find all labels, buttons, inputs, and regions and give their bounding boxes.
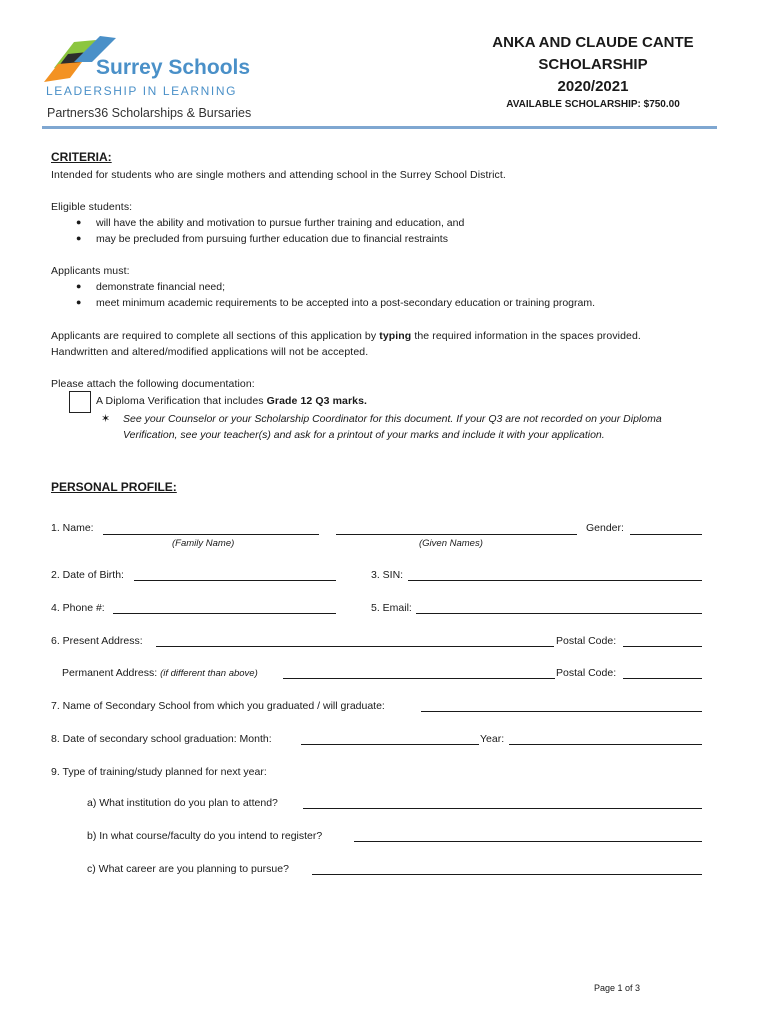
surrey-schools-logo [44, 36, 264, 102]
secondary-school-field[interactable] [421, 711, 702, 712]
attach-bold: Grade 12 Q3 marks. [266, 395, 368, 407]
institution-label: a) What institution do you plan to attend? [87, 797, 278, 809]
year-label: Year: [480, 733, 505, 745]
family-name-caption: (Family Name) [172, 538, 235, 549]
grad-month-field[interactable] [301, 744, 479, 745]
email-field[interactable] [416, 613, 702, 614]
gender-label: Gender: [586, 522, 624, 534]
typing-post: the required information in the spaces provided. [411, 330, 641, 342]
course-field[interactable] [354, 841, 702, 842]
title-line-1: ANKA AND CLAUDE CANTE [492, 34, 694, 51]
title-line-3: 2020/2021 [557, 78, 629, 95]
list-item [76, 217, 465, 229]
attach-pre: A Diploma Verification that includes [96, 395, 267, 407]
header-divider [42, 126, 717, 129]
list-item [76, 281, 225, 293]
family-name-field[interactable] [103, 534, 319, 535]
given-names-caption: (Given Names) [419, 538, 483, 549]
eligible-label: Eligible students: [51, 201, 133, 213]
criteria-intro: Intended for students who are single mothers and attending school in the Surrey School District. [51, 169, 506, 181]
partners-label: Partners36 Scholarships & Bursaries [47, 106, 252, 120]
typing-bold: typing [379, 330, 412, 342]
phone-field[interactable] [113, 613, 336, 614]
list-item [76, 233, 448, 245]
secondary-school-label: 7. Name of Secondary School from which you graduated / will graduate: [51, 700, 385, 712]
name-label: 1. Name: [51, 522, 94, 534]
grad-year-field[interactable] [509, 744, 702, 745]
bullet-icon: ● [76, 233, 82, 243]
postal-code-2-field[interactable] [623, 678, 702, 679]
dob-label: 2. Date of Birth: [51, 569, 124, 581]
postal-code-2-label: Postal Code: [556, 667, 617, 679]
bullet-icon: ● [76, 217, 82, 227]
sin-label: 3. SIN: [371, 569, 404, 581]
present-address-label: 6. Present Address: [51, 635, 143, 647]
postal-code-field[interactable] [623, 646, 702, 647]
scholarship-title [470, 32, 716, 98]
star-bullet-icon: ✶ [101, 413, 111, 425]
logo-wordmark: Surrey Schools [96, 56, 251, 79]
career-label: c) What career are you planning to pursue? [87, 863, 289, 875]
email-label: 5. Email: [371, 602, 412, 614]
counselor-note-line-2: Verification, see your teacher(s) and ask for a printout of your marks and include it with your application. [123, 429, 605, 441]
logo-tagline: LEADERSHIP IN LEARNING [46, 84, 238, 98]
gender-field[interactable] [630, 534, 702, 535]
grad-date-label: 8. Date of secondary school graduation: Month: [51, 733, 272, 745]
permanent-address-label [62, 667, 258, 679]
course-label: b) In what course/faculty do you intend to register? [87, 830, 323, 842]
handwritten-note: Handwritten and altered/modified applications will not be accepted. [51, 346, 369, 358]
diploma-verification-checkbox[interactable] [69, 391, 91, 413]
title-line-2: SCHOLARSHIP [538, 56, 648, 73]
criteria-heading: CRITERIA: [51, 150, 112, 164]
counselor-note-line-1: See your Counselor or your Scholarship Coordinator for this document. If your Q3 are not recorded on your Diploma [123, 413, 662, 425]
applicants-label: Applicants must: [51, 265, 130, 277]
if-different-caption: (if different than above) [160, 668, 258, 679]
list-item-text: will have the ability and motivation to pursue further training and education, and [96, 217, 465, 229]
list-item-text: meet minimum academic requirements to be accepted into a post-secondary education or training program. [96, 297, 596, 309]
training-type-label: 9. Type of training/study planned for next year: [51, 766, 267, 778]
bullet-icon: ● [76, 281, 82, 291]
phone-label: 4. Phone #: [51, 602, 105, 614]
permanent-address-field[interactable] [283, 678, 555, 679]
typing-instruction [51, 330, 641, 342]
list-item-text: may be precluded from pursuing further education due to financial restraints [96, 233, 448, 245]
given-names-field[interactable] [336, 534, 577, 535]
permanent-address-text: Permanent Address: [62, 667, 158, 679]
attach-item [96, 395, 367, 407]
present-address-field[interactable] [156, 646, 554, 647]
institution-field[interactable] [303, 808, 702, 809]
personal-profile-heading: PERSONAL PROFILE: [51, 480, 177, 494]
career-field[interactable] [312, 874, 702, 875]
list-item-text: demonstrate financial need; [96, 281, 225, 293]
attach-label: Please attach the following documentation: [51, 378, 255, 390]
page-number: Page 1 of 3 [594, 983, 641, 993]
dob-field[interactable] [134, 580, 336, 581]
postal-code-label: Postal Code: [556, 635, 617, 647]
bullet-icon: ● [76, 297, 82, 307]
list-item [76, 297, 596, 309]
typing-pre: Applicants are required to complete all sections of this application by [51, 330, 380, 342]
available-scholarship: AVAILABLE SCHOLARSHIP: $750.00 [506, 99, 680, 110]
sin-field[interactable] [408, 580, 702, 581]
